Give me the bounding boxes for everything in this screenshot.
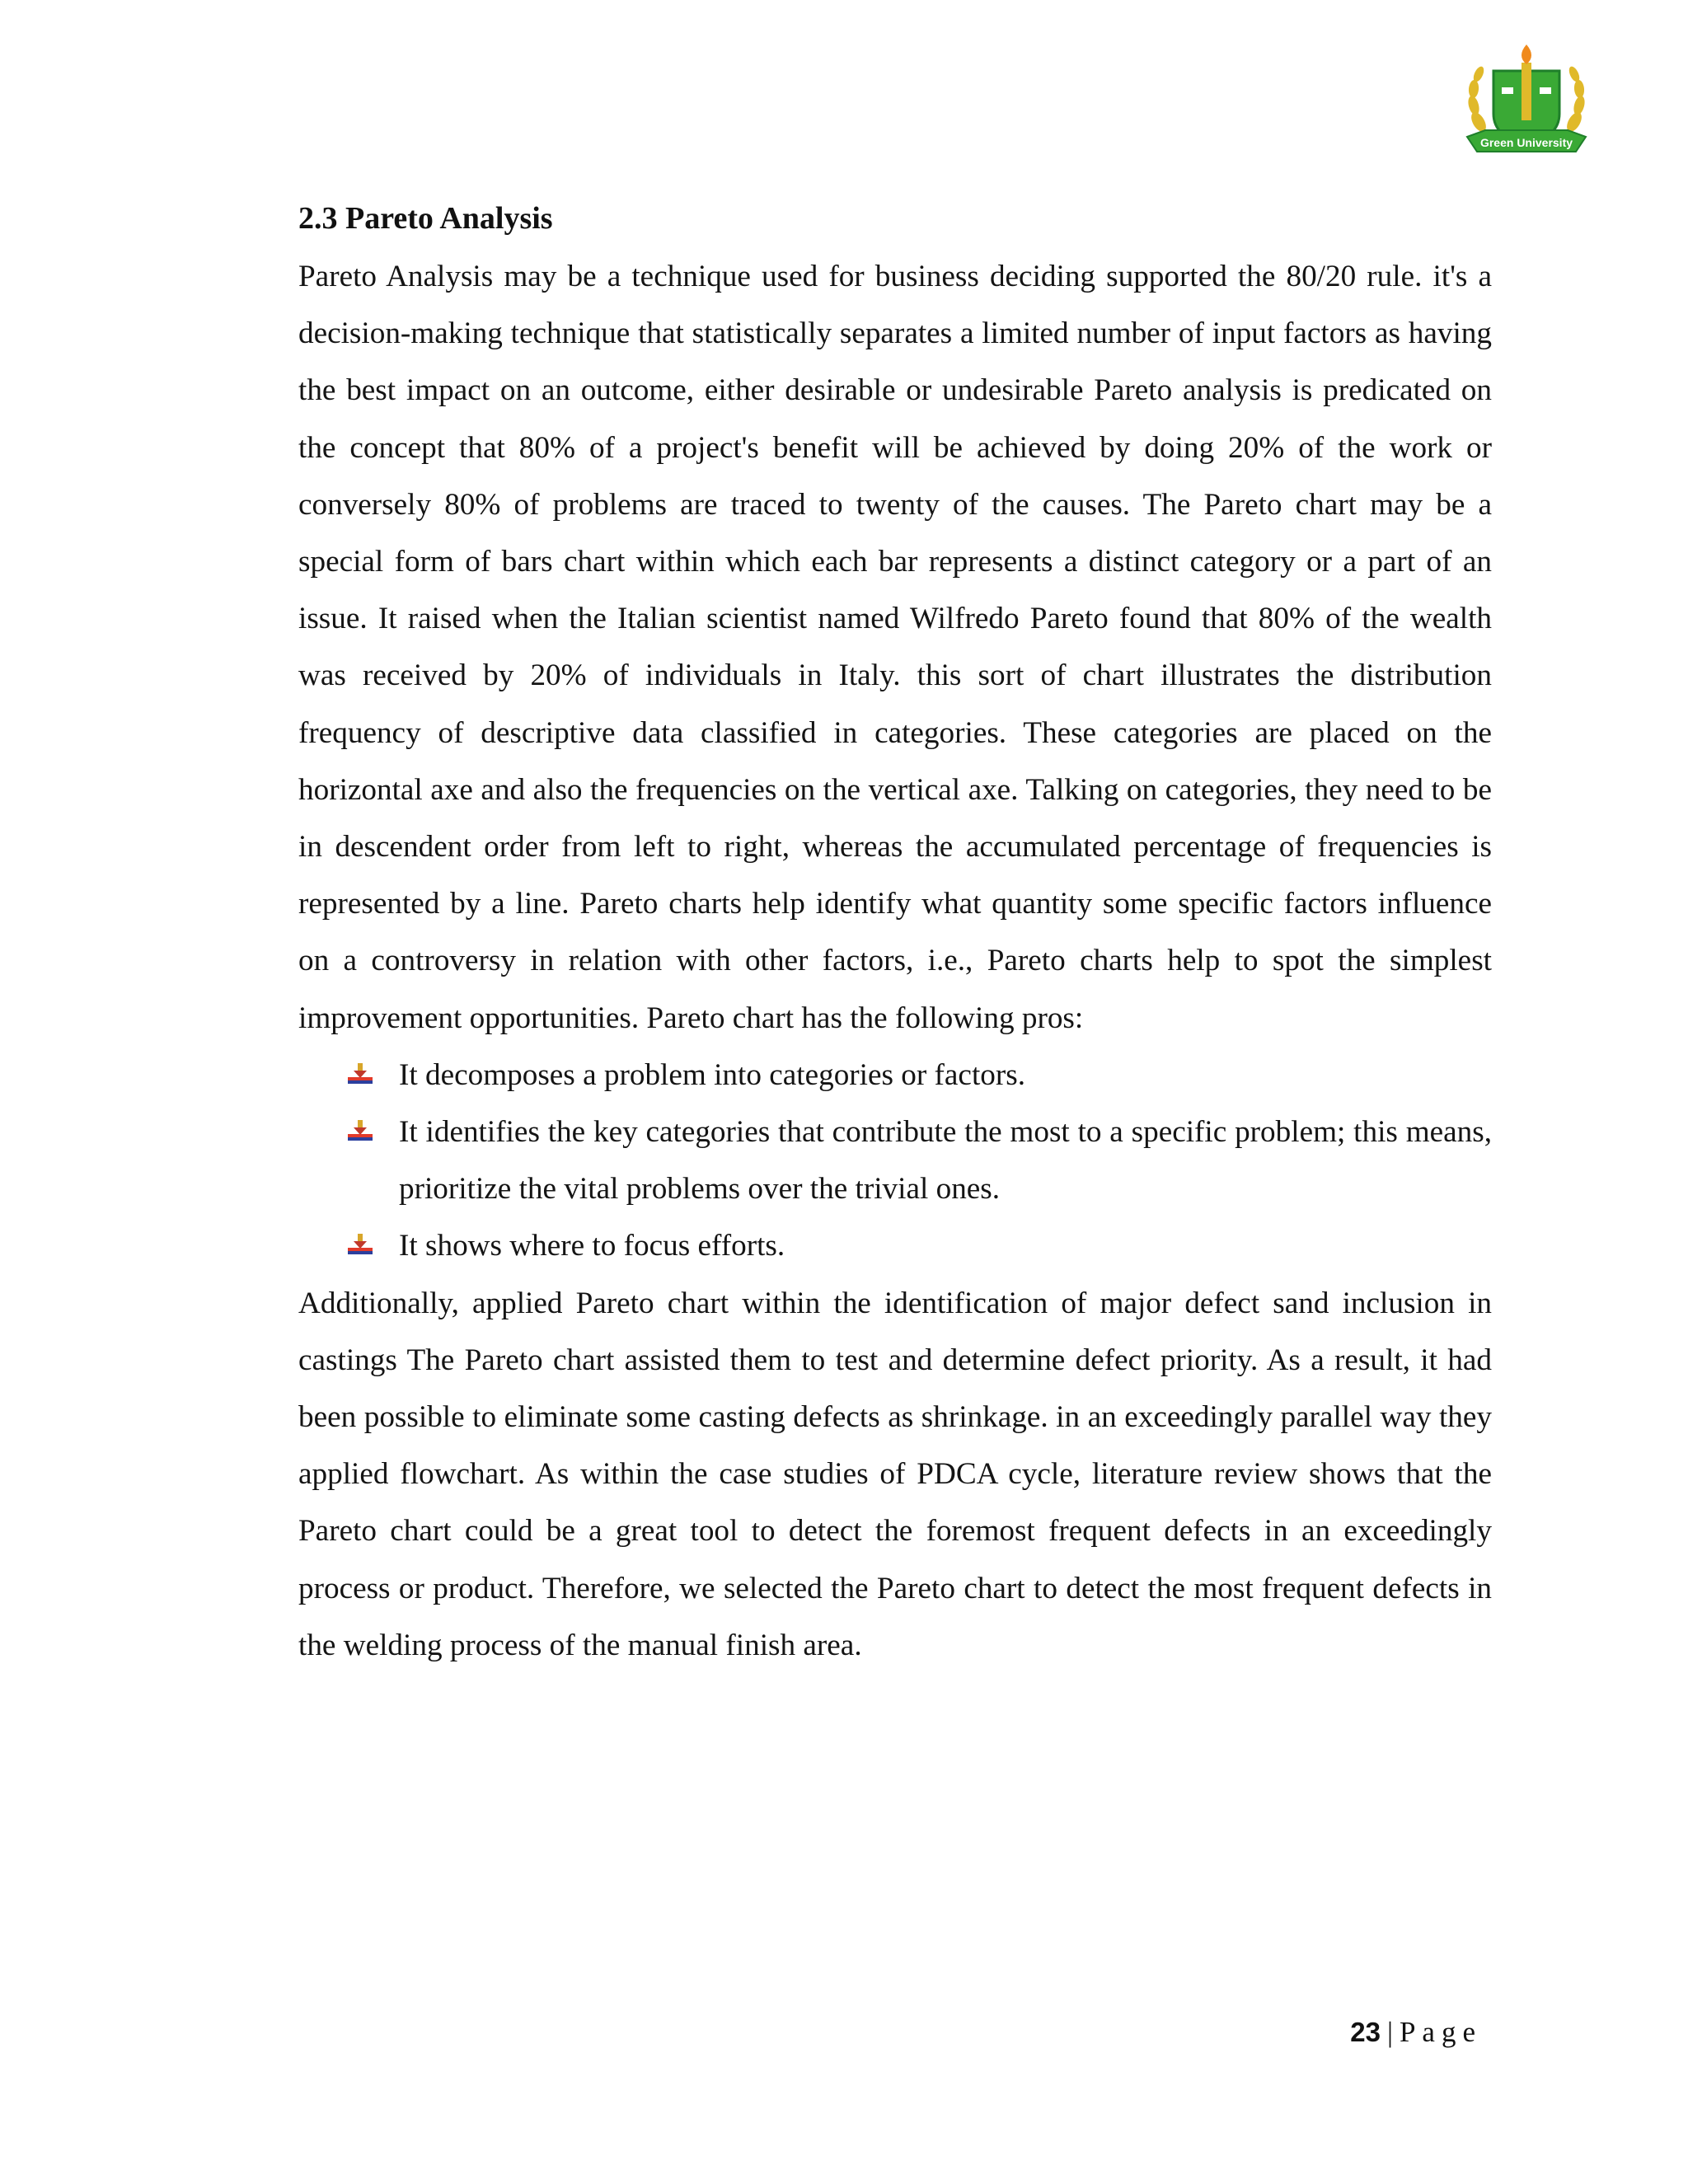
main-content xyxy=(298,198,1492,1674)
page-number: 23 xyxy=(1350,2017,1381,2047)
arrow-bullet-icon xyxy=(348,1234,373,1258)
arrow-bullet-icon xyxy=(348,1120,373,1145)
page-label: Page xyxy=(1399,2016,1482,2048)
list-item xyxy=(348,1217,1492,1274)
pros-list xyxy=(298,1047,1492,1275)
paragraph-1: Pareto Analysis may be a technique used for business deciding supported the 80/20 rule. it's a decision-making technique that statistically separates a limited number of input factors as having the best impact on an outcome, either desirable or undesirable Pareto analysis is predicated on the concept that 80% of a project's benefit will be achieved by doing 20% of the work or conversely 80% of problems are traced to twenty of the causes. The Pareto chart may be a special form of bars chart within which each bar represents a distinct category or a part of an issue. It raised when the Italian scientist named Wilfredo Pareto found that 80% of the wealth was received by 20% of individuals in Italy. this sort of chart illustrates the distribution frequency of descriptive data classified in categories. These categories are placed on the horizontal axe and also the frequencies on the vertical axe. Talking on categories, they need to be in descendent order from left to right, whereas the accumulated percentage of frequencies is represented by a line. Pareto charts help identify what quantity some specific factors influence on a controversy in relation with other factors, i.e., Pareto charts help to spot the simplest improvement opportunities. Pareto chart has the following pros: xyxy=(298,260,1492,1035)
footer-separator: | xyxy=(1386,2016,1393,2048)
logo-text: Green University xyxy=(1479,136,1573,149)
green-university-logo xyxy=(1461,40,1592,163)
list-item xyxy=(348,1047,1492,1104)
page-footer xyxy=(1350,2014,1482,2050)
section-title: 2.3 Pareto Analysis xyxy=(298,201,553,236)
paragraph-2: Additionally, applied Pareto chart within the identification of major defect sand inclusion in castings The Pareto chart assisted them to test and determine defect priority. As a result, it had been possible to eliminate some casting defects as shrinkage. in an exceedingly parallel way they applied flowchart. As within the case studies of PDCA cycle, literature review shows that the Pareto chart could be a great tool to detect the foremost frequent defects in an exceedingly process or product. Therefore, we selected the Pareto chart to detect the most frequent defects in the welding process of the manual finish area. xyxy=(298,1286,1492,1662)
list-item-text: It identifies the key categories that contribute the most to a specific problem; this means, prioritize the vital problems over the trivial ones. xyxy=(399,1115,1492,1207)
list-item xyxy=(348,1104,1492,1217)
arrow-bullet-icon xyxy=(348,1063,373,1088)
list-item-text: It decomposes a problem into categories or factors. xyxy=(399,1057,1026,1092)
list-item-text: It shows where to focus efforts. xyxy=(399,1229,785,1263)
